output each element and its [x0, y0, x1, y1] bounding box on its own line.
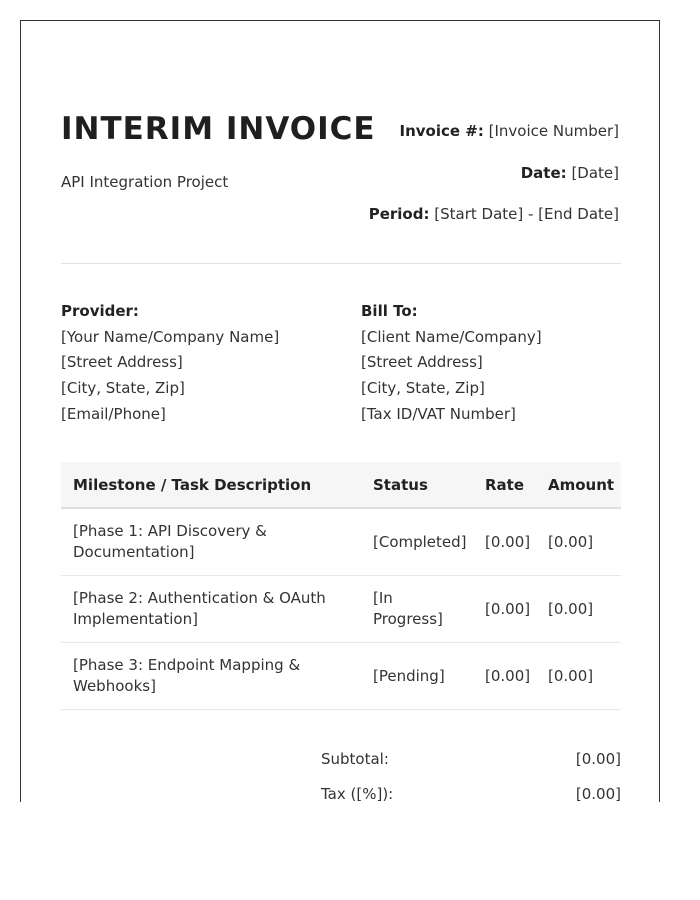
table-header-row [61, 462, 621, 508]
bill-to-heading: Bill To: [361, 302, 418, 320]
milestone-status: [In Progress] [361, 576, 473, 643]
provider-heading: Provider: [61, 302, 139, 320]
invoice-date-label: Date: [520, 164, 567, 182]
bill-to-line: [Street Address] [361, 353, 483, 372]
milestone-amount: [0.00] [536, 643, 621, 710]
invoice-date-value: [Date] [571, 164, 619, 182]
bill-to-block [361, 299, 542, 428]
bill-to-line: [City, State, Zip] [361, 379, 485, 398]
milestone-status: [Completed] [361, 508, 473, 576]
project-subtitle: API Integration Project [61, 173, 229, 191]
provider-line: [Your Name/Company Name] [61, 327, 280, 346]
column-header-amount: Amount [536, 462, 621, 508]
invoice-number-field [400, 122, 619, 140]
provider-line: [Email/Phone] [61, 404, 166, 423]
invoice-date-field [521, 164, 619, 182]
column-header-description: Milestone / Task Description [61, 462, 361, 508]
header-divider [61, 263, 621, 264]
column-header-rate: Rate [473, 462, 536, 508]
invoice-period-label: Period: [368, 205, 430, 223]
subtotal-row [321, 750, 621, 768]
column-header-status: Status [361, 462, 473, 508]
milestone-description: [Phase 3: Endpoint Mapping & Webhooks] [61, 643, 361, 710]
milestone-amount: [0.00] [536, 576, 621, 643]
milestone-rate: [0.00] [473, 576, 536, 643]
tax-label: Tax ([%]): [321, 785, 394, 802]
bill-to-line: [Tax ID/VAT Number] [361, 404, 516, 423]
milestone-description: [Phase 2: Authentication & OAuth Implementation] [61, 576, 361, 643]
milestones-table [61, 462, 621, 710]
milestone-status: [Pending] [361, 643, 473, 710]
provider-line: [Street Address] [61, 353, 183, 372]
milestone-rate: [0.00] [473, 508, 536, 576]
milestone-rate: [0.00] [473, 643, 536, 710]
invoice-period-value: [Start Date] - [End Date] [434, 205, 619, 223]
subtotal-label: Subtotal: [321, 750, 389, 768]
provider-block [61, 299, 279, 428]
invoice-period-field [369, 205, 619, 223]
bill-to-line: [Client Name/Company] [361, 327, 542, 346]
invoice-sheet [20, 20, 660, 802]
tax-value: [0.00] [575, 785, 621, 802]
milestone-amount: [0.00] [536, 508, 621, 576]
table-row [61, 643, 621, 710]
subtotal-value: [0.00] [575, 750, 621, 768]
milestone-description: [Phase 1: API Discovery & Documentation] [61, 508, 361, 576]
invoice-number-value: [Invoice Number] [488, 122, 619, 140]
invoice-number-label: Invoice #: [399, 122, 484, 140]
invoice-title: INTERIM INVOICE [61, 111, 376, 147]
tax-row [321, 785, 621, 802]
table-row [61, 508, 621, 576]
table-row [61, 576, 621, 643]
provider-line: [City, State, Zip] [61, 379, 185, 398]
